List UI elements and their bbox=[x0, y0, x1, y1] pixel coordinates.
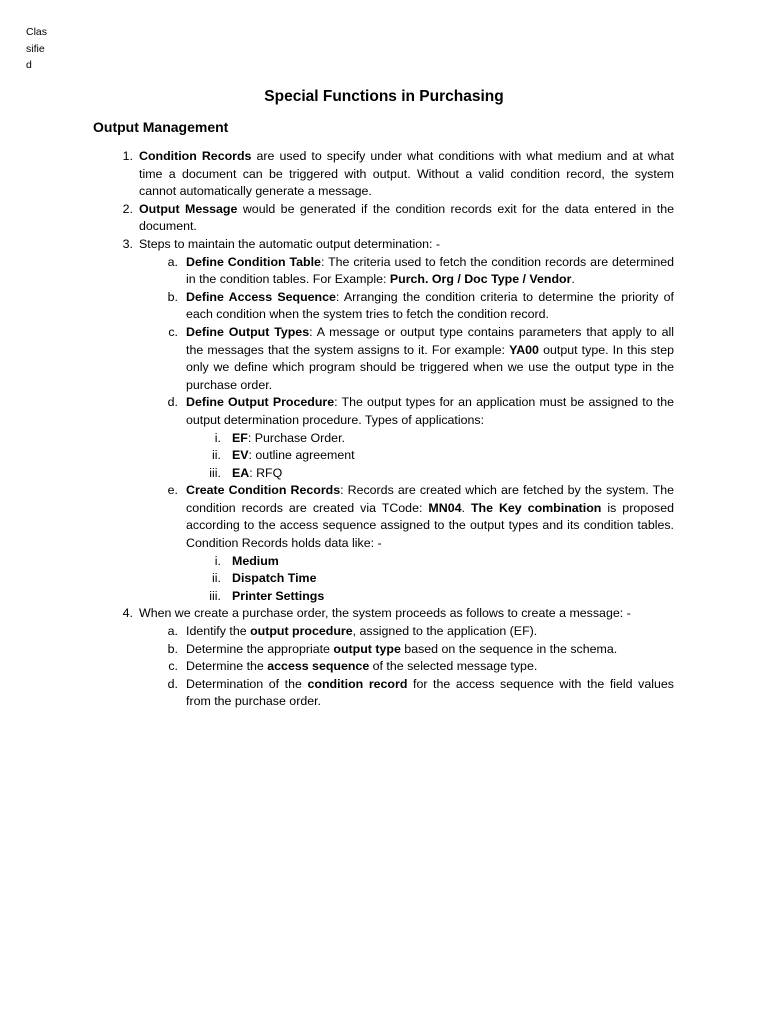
roman-item bbox=[214, 553, 674, 571]
term: condition record bbox=[307, 676, 408, 691]
list-item bbox=[122, 605, 674, 623]
document-title: Special Functions in Purchasing bbox=[264, 88, 504, 105]
sub-item bbox=[167, 623, 674, 641]
sub-text: . bbox=[571, 272, 575, 287]
item-number: 3. bbox=[122, 236, 133, 251]
term: access sequence bbox=[267, 659, 370, 674]
list-item bbox=[122, 201, 675, 236]
sub-text: of the selected message type. bbox=[369, 659, 538, 674]
sub-text: Determine the appropriate bbox=[186, 641, 334, 656]
roman-number: iii. bbox=[209, 588, 221, 603]
term: The Key combination bbox=[470, 500, 602, 515]
sub-text: , assigned to the application (EF). bbox=[352, 624, 538, 639]
sub-text: Determination of the bbox=[186, 676, 308, 691]
list-item bbox=[122, 148, 675, 201]
term: Define Output Types bbox=[186, 324, 310, 339]
term: Define Condition Table bbox=[186, 254, 321, 269]
sub-text: : Records are created which are fetched by the system. The condition records are created via TCode: bbox=[186, 483, 674, 515]
sub-number: d. bbox=[167, 395, 178, 410]
sub-number: c. bbox=[168, 659, 178, 674]
term: Dispatch Time bbox=[232, 571, 317, 586]
sub-text: output type. In this step only we define which program should be triggered when we use the output type in the purchase order. bbox=[186, 342, 675, 392]
roman-item bbox=[209, 465, 674, 483]
sub-text: : The output types for an application must be assigned to the output determination procedure. Types of applications: bbox=[186, 395, 675, 427]
item-text: When we create a purchase order, the system proceeds as follows to create a message: - bbox=[139, 606, 631, 621]
sub-text: for the access sequence with the field values from the purchase order. bbox=[186, 676, 674, 709]
item-number: 4. bbox=[122, 606, 133, 621]
term: Define Access Sequence bbox=[186, 289, 336, 304]
sub-number: c. bbox=[168, 324, 178, 339]
term: EF bbox=[232, 430, 248, 445]
sub-text: : The criteria used to fetch the condition records are determined in the condition tables. For Example: bbox=[186, 254, 674, 287]
term: EV bbox=[232, 448, 249, 463]
sub-text: based on the sequence in the schema. bbox=[400, 641, 618, 656]
roman-number: iii. bbox=[209, 465, 221, 480]
sub-text: Determine the bbox=[186, 659, 268, 674]
sub-text: is proposed according to the access sequence assigned to the output types and its condition tables. Condition Records holds data like: - bbox=[186, 500, 674, 551]
sub-text: : A message or output type contains parameters that apply to all the messages that the system assigns to it. For example: bbox=[186, 324, 674, 357]
roman-number: i. bbox=[214, 553, 221, 568]
item-number: 1. bbox=[122, 149, 133, 163]
item-text: are used to specify under what conditions with what medium and at what time a document can be triggered with output. Without a valid condition record, the system cannot automatically generate a message. bbox=[139, 149, 675, 199]
sub-item bbox=[167, 482, 674, 552]
sub-text: Identify the bbox=[186, 624, 251, 639]
sub-item bbox=[167, 641, 674, 659]
roman-text: : RFQ bbox=[249, 465, 283, 480]
sub-item bbox=[167, 676, 674, 711]
sub-text: : Arranging the condition criteria to determine the priority of each condition when the system tries to fetch the condition record. bbox=[186, 289, 674, 322]
document-body bbox=[122, 148, 675, 711]
term: Printer Settings bbox=[232, 588, 325, 603]
sub-number: a. bbox=[167, 624, 178, 639]
term: output procedure bbox=[250, 624, 353, 639]
roman-number: ii. bbox=[212, 571, 221, 586]
term: Medium bbox=[232, 553, 279, 568]
classification-label: Classified bbox=[26, 26, 48, 71]
item-text: would be generated if the condition records exit for the data entered in the document. bbox=[139, 201, 675, 234]
sub-item bbox=[167, 254, 674, 289]
list-item bbox=[122, 236, 674, 254]
roman-item bbox=[214, 430, 674, 448]
term: Output Message bbox=[139, 201, 238, 216]
term: MN04 bbox=[428, 500, 462, 515]
sub-text: . bbox=[461, 500, 471, 515]
term: Purch. Org / Doc Type / Vendor bbox=[389, 272, 572, 287]
sub-number: e. bbox=[167, 483, 178, 498]
sub-number: d. bbox=[167, 676, 178, 691]
term: output type bbox=[333, 641, 401, 656]
term: Condition Records bbox=[139, 149, 252, 163]
roman-item bbox=[212, 447, 674, 465]
sub-number: b. bbox=[167, 641, 178, 656]
term: YA00 bbox=[509, 342, 539, 357]
roman-text: : outline agreement bbox=[248, 448, 355, 463]
sub-item bbox=[167, 289, 674, 324]
roman-number: ii. bbox=[212, 448, 221, 463]
term: EA bbox=[232, 465, 250, 480]
roman-number: i. bbox=[214, 430, 221, 445]
item-text: Steps to maintain the automatic output determination: - bbox=[139, 236, 440, 251]
term: Define Output Procedure bbox=[186, 395, 335, 410]
section-heading: Output Management bbox=[93, 119, 229, 135]
roman-item bbox=[212, 570, 674, 588]
sub-number: b. bbox=[167, 289, 178, 304]
roman-text: : Purchase Order. bbox=[247, 430, 345, 445]
roman-item bbox=[209, 588, 674, 606]
sub-item bbox=[168, 658, 674, 676]
term: Create Condition Records bbox=[186, 483, 341, 498]
sub-item bbox=[167, 394, 675, 429]
sub-number: a. bbox=[167, 254, 178, 269]
sub-item bbox=[168, 324, 675, 394]
item-number: 2. bbox=[122, 201, 133, 216]
